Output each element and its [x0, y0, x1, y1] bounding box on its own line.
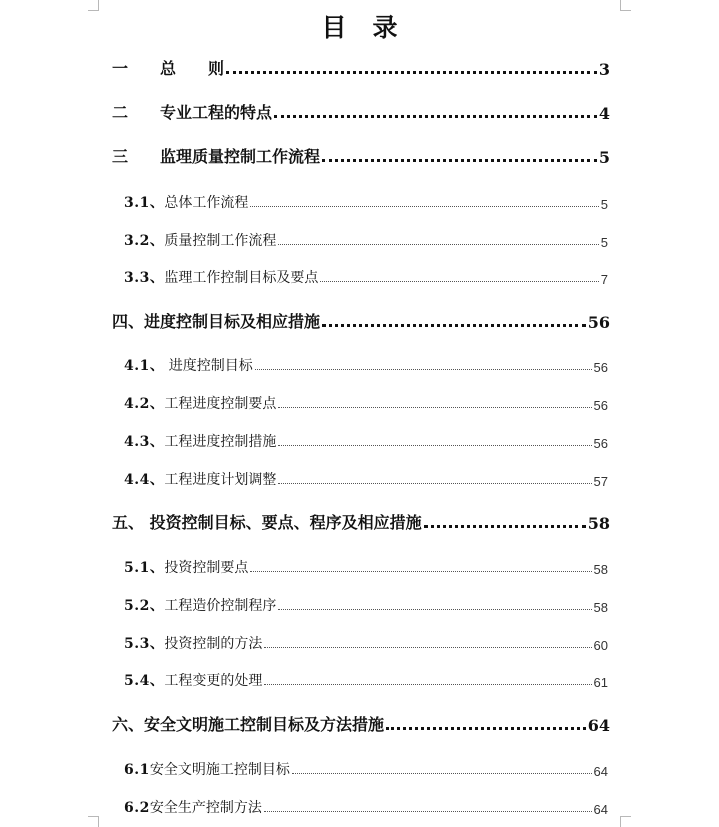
toc-dot-leader	[322, 324, 586, 327]
toc-entry-text: 进度控制目标及相应措施	[144, 312, 321, 331]
toc-entry-label	[124, 355, 253, 375]
toc-entry-label	[112, 309, 320, 332]
toc-dot-leader	[292, 773, 592, 774]
toc-entry-text: 安全文明施工控制目标	[149, 762, 290, 778]
toc-dot-leader	[278, 609, 591, 610]
toc-page-number: 5	[600, 235, 608, 250]
toc-entry[interactable]	[124, 429, 608, 451]
toc-entry[interactable]	[124, 757, 608, 779]
toc-entry[interactable]	[124, 391, 608, 413]
toc-entry[interactable]	[112, 101, 610, 123]
toc-page-number: 64	[593, 802, 608, 817]
toc-entry-number: 4.4、	[124, 472, 165, 488]
toc-page-number: 7	[600, 272, 608, 287]
toc-entry[interactable]	[124, 190, 608, 212]
toc-dot-leader	[278, 445, 591, 446]
toc-entry-number: 3.1、	[124, 195, 165, 211]
toc-entry-number: 5.1、	[124, 560, 165, 576]
toc-entry-number: 二	[112, 103, 161, 122]
toc-page-number: 3	[598, 60, 610, 79]
toc-page-number: 64	[587, 716, 610, 735]
toc-dot-leader	[386, 727, 586, 730]
toc-entry-number: 三	[112, 147, 161, 166]
toc-entry-text: 工程造价控制程序	[164, 598, 277, 614]
toc-page-number: 64	[593, 764, 608, 779]
toc-entry-label	[124, 469, 276, 489]
toc-entry[interactable]	[112, 511, 610, 533]
toc-dot-leader	[278, 483, 591, 484]
toc-entry-label	[112, 144, 320, 167]
toc-entry[interactable]	[124, 467, 608, 489]
toc-entry-text: 工程进度计划调整	[164, 472, 277, 488]
toc-page-number: 56	[593, 398, 608, 413]
toc-entry[interactable]	[124, 353, 608, 375]
toc-page-number: 5	[598, 148, 610, 167]
toc-dot-leader	[320, 281, 598, 282]
toc-dot-leader	[322, 159, 597, 162]
toc-entry-label	[112, 56, 224, 79]
toc-entry[interactable]	[124, 228, 608, 250]
toc-entry[interactable]	[124, 265, 608, 287]
toc-entry[interactable]	[112, 713, 610, 735]
toc-entry-label	[124, 431, 276, 451]
toc-dot-leader	[264, 811, 592, 812]
toc-entry-text: 投资控制要点	[164, 560, 249, 576]
toc-entry[interactable]	[112, 310, 610, 332]
toc-entry-text: 专业工程的特点	[160, 103, 273, 122]
toc-page-number: 56	[593, 360, 608, 375]
toc-entry-label	[124, 797, 262, 817]
toc-dot-leader	[255, 369, 592, 370]
toc-entry[interactable]	[112, 145, 610, 167]
toc-entry-label	[124, 557, 248, 577]
toc-entry-number: 3.3、	[124, 270, 165, 286]
toc-entry-text: 总 则	[160, 59, 225, 78]
toc-entry-text: 投资控制的方法	[164, 636, 263, 652]
toc-entry-label	[124, 633, 262, 653]
toc-entry-label	[124, 230, 276, 250]
toc-entry-number: 6.2	[124, 800, 150, 816]
toc-entry-number: 4.3、	[124, 434, 165, 450]
toc-entry-text: 安全生产控制方法	[149, 800, 262, 816]
toc-entry-text: 质量控制工作流程	[164, 233, 277, 249]
toc-page-number: 58	[593, 562, 608, 577]
toc-page-number: 56	[587, 313, 610, 332]
toc-entry-number: 六、	[112, 715, 145, 734]
toc-entry-text: 监理质量控制工作流程	[160, 147, 321, 166]
toc-entry-number: 五、	[112, 513, 150, 532]
toc-entry[interactable]	[112, 57, 610, 79]
toc-entry[interactable]	[124, 631, 608, 653]
toc-page-number: 56	[593, 436, 608, 451]
toc-entry-label	[124, 393, 276, 413]
toc-entry-number: 6.1	[124, 762, 150, 778]
toc-entry-text: 进度控制目标	[164, 358, 253, 374]
toc-entry-text: 工程变更的处理	[164, 673, 263, 689]
toc-page-number: 60	[593, 638, 608, 653]
toc-dot-leader	[264, 647, 591, 648]
toc-entry-text: 总体工作流程	[164, 195, 249, 211]
toc-entry-label	[124, 267, 318, 287]
toc-entry-number: 5.3、	[124, 636, 165, 652]
toc-dot-leader	[226, 71, 597, 74]
toc-page-number: 58	[587, 514, 610, 533]
toc-dot-leader	[278, 244, 598, 245]
toc-entry-label	[124, 670, 262, 690]
toc-entry-text: 投资控制目标、要点、程序及相应措施	[149, 513, 422, 532]
toc-dot-leader	[264, 684, 591, 685]
toc-entry[interactable]	[124, 668, 608, 690]
toc-entry-text: 监理工作控制目标及要点	[164, 270, 319, 286]
toc-page-number: 5	[600, 197, 608, 212]
toc-page-number: 4	[598, 104, 610, 123]
toc-entry-text: 安全文明施工控制目标及方法措施	[144, 715, 385, 734]
toc-dot-leader	[250, 571, 591, 572]
toc-title: 目录	[321, 13, 424, 42]
toc-entry-number: 4.2、	[124, 396, 165, 412]
crop-mark-bottom-right	[620, 816, 631, 827]
toc-dot-leader	[424, 525, 586, 528]
toc-entry-label	[112, 100, 272, 123]
toc-dot-leader	[278, 407, 591, 408]
toc-entry-number: 一	[112, 59, 161, 78]
toc-entry-text: 工程进度控制措施	[164, 434, 277, 450]
toc-entry-label	[112, 510, 422, 533]
toc-entry-label	[124, 595, 276, 615]
toc-page-number: 57	[593, 474, 608, 489]
toc-entry-number: 5.2、	[124, 598, 165, 614]
toc-entry[interactable]	[124, 555, 608, 577]
toc-page-number: 58	[593, 600, 608, 615]
toc-dot-leader	[250, 206, 598, 207]
crop-mark-bottom-left	[88, 816, 99, 827]
toc-dot-leader	[274, 115, 597, 118]
toc-entry-label	[112, 712, 384, 735]
toc-entry-number: 5.4、	[124, 673, 165, 689]
toc-entry-label	[124, 759, 290, 779]
toc-page-number: 61	[593, 675, 608, 690]
toc-entry-number: 4.1、	[124, 358, 165, 374]
toc-entry-text: 工程进度控制要点	[164, 396, 277, 412]
toc-entry-label	[124, 192, 248, 212]
toc-entry-number: 3.2、	[124, 233, 165, 249]
toc-entry[interactable]	[124, 795, 608, 817]
toc-entry-number: 四、	[112, 312, 145, 331]
toc-entry[interactable]	[124, 593, 608, 615]
